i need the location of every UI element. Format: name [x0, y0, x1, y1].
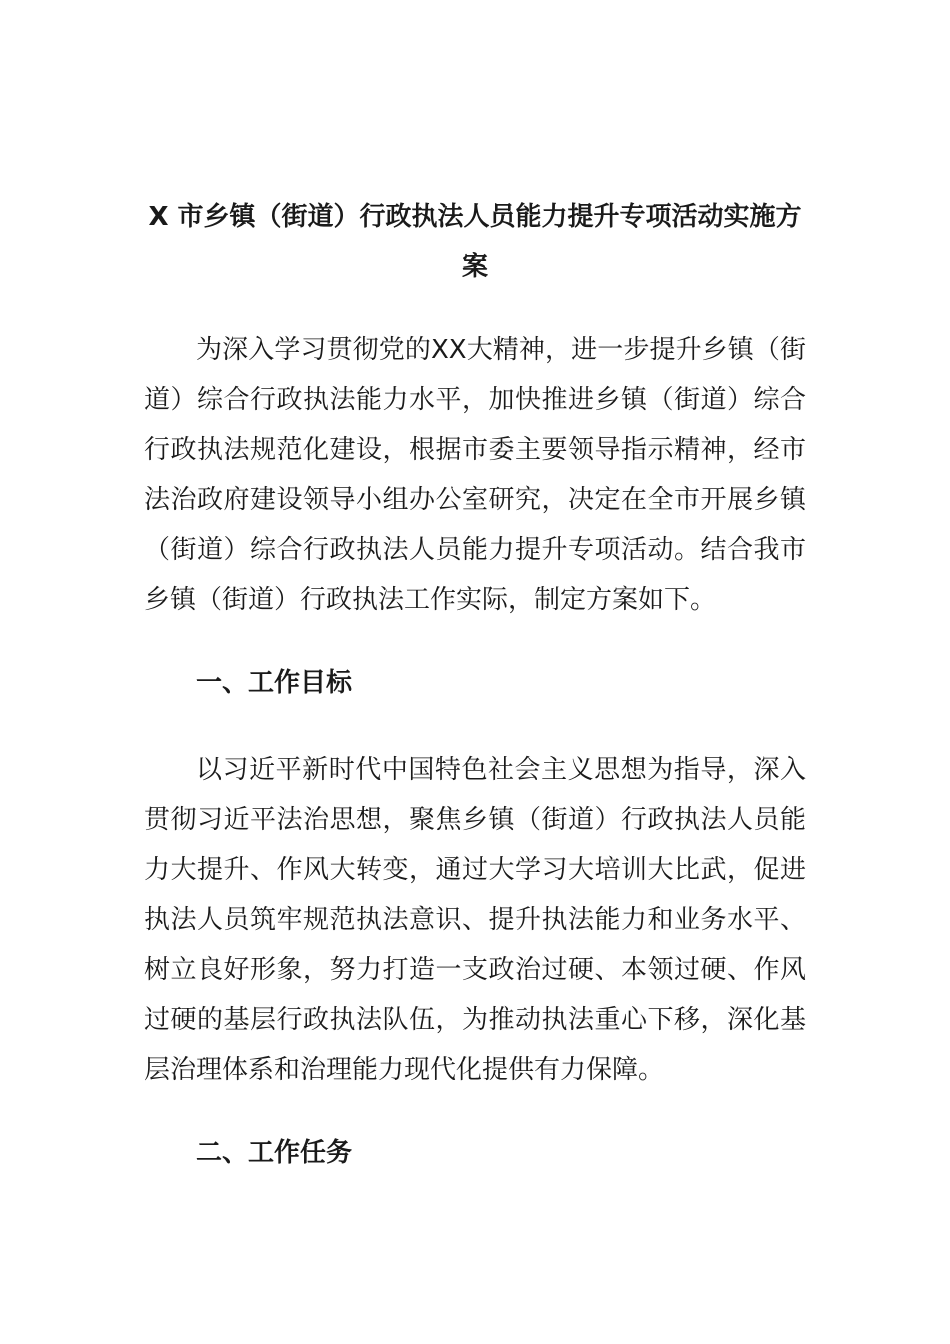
section-heading-work-tasks: 二、工作任务 [196, 1138, 353, 1168]
intro-paragraph: 为深入学习贯彻党的XX大精神，进一步提升乡镇（街道）综合行政执法能力水平，加快推进乡镇（街道）综合行政执法规范化建设，根据市委主要领导指示精神，经市法治政府建设领导小组办公室研究，决定在全市开展乡镇（街道）综合行政执法人员能力提升专项活动。结合我市乡镇（街道）行政执法工作实际，制定方案如下。 [144, 335, 806, 615]
section-heading-work-goals: 一、工作目标 [196, 668, 353, 698]
document-title: X 市乡镇（街道）行政执法人员能力提升专项活动实施方案 [148, 202, 802, 282]
work-goals-paragraph: 以习近平新时代中国特色社会主义思想为指导，深入贯彻习近平法治思想，聚焦乡镇（街道）行政执法人员能力大提升、作风大转变，通过大学习大培训大比武，促进执法人员筑牢规范执法意识、提升执法能力和业务水平、树立良好形象，努力打造一支政治过硬、本领过硬、作风过硬的基层行政执法队伍，为推动执法重心下移，深化基层治理体系和治理能力现代化提供有力保障。 [144, 755, 806, 1085]
